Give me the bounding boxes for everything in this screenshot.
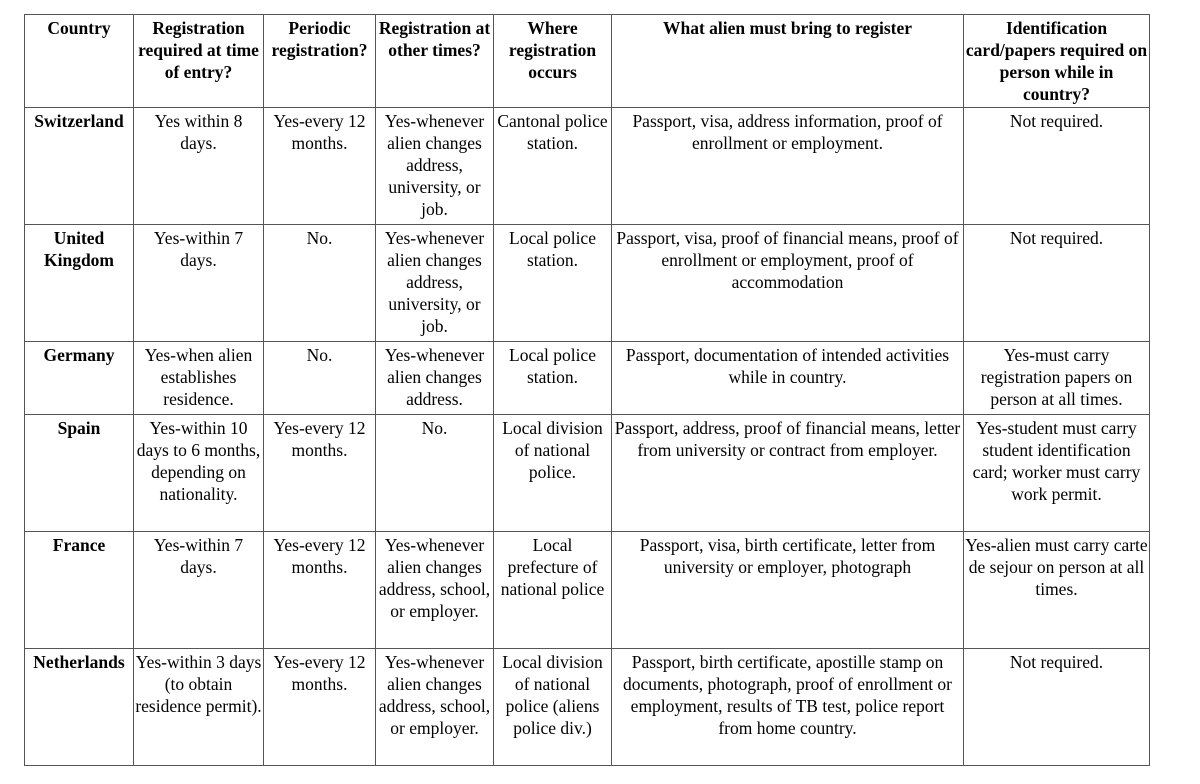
header-periodic-registration: Periodic registration? [264, 15, 376, 108]
header-registration-at-entry: Registration required at time of entry? [134, 15, 264, 108]
id-card-cell: Yes-student must carry student identification card; worker must carry work permit. [964, 415, 1150, 532]
table-row [25, 108, 1150, 225]
country-cell: United Kingdom [25, 225, 134, 342]
entry-cell: Yes-within 7 days. [134, 225, 264, 342]
other-times-cell: Yes-whenever alien changes address, school, or employer. [376, 649, 494, 766]
country-cell: Switzerland [25, 108, 134, 225]
entry-cell: Yes-within 10 days to 6 months, depending on nationality. [134, 415, 264, 532]
table-row [25, 225, 1150, 342]
header-what-to-bring: What alien must bring to register [612, 15, 964, 108]
country-cell: Germany [25, 342, 134, 415]
entry-cell: Yes-within 7 days. [134, 532, 264, 649]
periodic-cell: No. [264, 342, 376, 415]
bring-cell: Passport, address, proof of financial means, letter from university or contract from employer. [612, 415, 964, 532]
where-cell: Local division of national police (aliens police div.) [494, 649, 612, 766]
where-cell: Cantonal police station. [494, 108, 612, 225]
table-row [25, 532, 1150, 649]
country-cell: Spain [25, 415, 134, 532]
periodic-cell: Yes-every 12 months. [264, 532, 376, 649]
table-row [25, 649, 1150, 766]
alien-registration-table [24, 14, 1150, 766]
periodic-cell: No. [264, 225, 376, 342]
where-cell: Local division of national police. [494, 415, 612, 532]
header-where-registration-occurs: Where registration occurs [494, 15, 612, 108]
where-cell: Local police station. [494, 342, 612, 415]
bring-cell: Passport, documentation of intended activities while in country. [612, 342, 964, 415]
id-card-cell: Yes-must carry registration papers on person at all times. [964, 342, 1150, 415]
bring-cell: Passport, visa, address information, proof of enrollment or employment. [612, 108, 964, 225]
periodic-cell: Yes-every 12 months. [264, 415, 376, 532]
other-times-cell: Yes-whenever alien changes address, school, or employer. [376, 532, 494, 649]
registration-table-wrapper [24, 14, 1150, 766]
header-registration-other-times: Registration at other times? [376, 15, 494, 108]
bring-cell: Passport, birth certificate, apostille stamp on documents, photograph, proof of enrollment or employment, results of TB test, police report from home country. [612, 649, 964, 766]
bring-cell: Passport, visa, proof of financial means, proof of enrollment or employment, proof of accommodation [612, 225, 964, 342]
id-card-cell: Yes-alien must carry carte de sejour on person at all times. [964, 532, 1150, 649]
other-times-cell: No. [376, 415, 494, 532]
country-cell: France [25, 532, 134, 649]
entry-cell: Yes within 8 days. [134, 108, 264, 225]
id-card-cell: Not required. [964, 108, 1150, 225]
entry-cell: Yes-when alien establishes residence. [134, 342, 264, 415]
other-times-cell: Yes-whenever alien changes address, university, or job. [376, 225, 494, 342]
table-row [25, 342, 1150, 415]
table-row [25, 415, 1150, 532]
periodic-cell: Yes-every 12 months. [264, 649, 376, 766]
periodic-cell: Yes-every 12 months. [264, 108, 376, 225]
id-card-cell: Not required. [964, 225, 1150, 342]
header-id-card-required: Identification card/papers required on person while in country? [964, 15, 1150, 108]
country-cell: Netherlands [25, 649, 134, 766]
header-country: Country [25, 15, 134, 108]
other-times-cell: Yes-whenever alien changes address. [376, 342, 494, 415]
header-row [25, 15, 1150, 108]
entry-cell: Yes-within 3 days (to obtain residence permit). [134, 649, 264, 766]
other-times-cell: Yes-whenever alien changes address, university, or job. [376, 108, 494, 225]
where-cell: Local police station. [494, 225, 612, 342]
bring-cell: Passport, visa, birth certificate, letter from university or employer, photograph [612, 532, 964, 649]
id-card-cell: Not required. [964, 649, 1150, 766]
where-cell: Local prefecture of national police [494, 532, 612, 649]
